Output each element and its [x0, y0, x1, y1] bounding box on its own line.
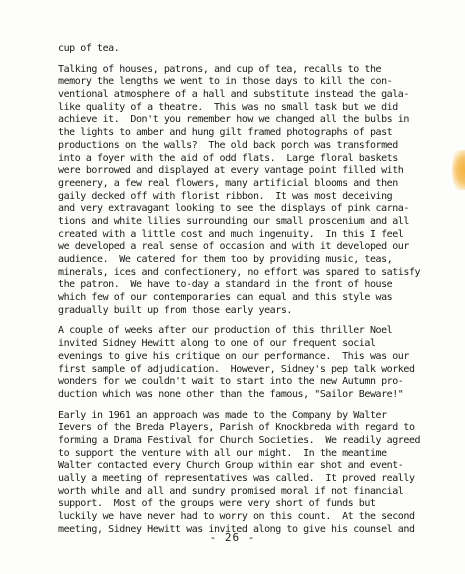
- text-line: the patron. We have to-day a standard in the front of house: [58, 279, 393, 291]
- text-line: to support the venture with all our might. In the meantime: [58, 447, 387, 459]
- text-line: Walter contacted every Church Group within ear shot and event-: [58, 460, 404, 472]
- text-line: which few of our contemporaries can equal and this style was: [58, 292, 393, 304]
- text-line: invited Sidney Hewitt along to one of our frequent social: [58, 338, 376, 350]
- paragraph-3: [58, 410, 458, 537]
- text-line: Early in 1961 an approach was made to the Company by Walter: [58, 409, 387, 421]
- text-line: Ievers of the Breda Players, Parish of Knockbreda with regard to: [58, 422, 415, 434]
- text-line: gradually built up from those early years.: [58, 304, 292, 316]
- text-line: meeting, Sidney Hewitt was invited along to give his counsel and: [58, 523, 415, 535]
- text-line: like quality of a theatre. This was no small task but we did: [58, 101, 398, 113]
- text-line: first sample of adjudication. However, Sidney's pep talk worked: [58, 363, 415, 375]
- text-line: audience. We catered for them too by providing music, teas,: [58, 254, 393, 265]
- page-number: - 26 -: [209, 531, 256, 544]
- text-line: into a foyer with the aid of odd flats. Large floral baskets: [58, 152, 398, 164]
- text-line: minerals, ices and confectionery, no effort was spared to satisfy: [58, 266, 421, 278]
- text-line: ventional atmosphere of a hall and substitute instead the gala-: [58, 89, 409, 101]
- text-line: Talking of houses, patrons, and cup of tea, recalls to the: [58, 63, 382, 75]
- text-line: A couple of weeks after our production of this thriller Noel: [58, 325, 393, 337]
- paragraph-2: [58, 325, 458, 401]
- text-line: evenings to give his critique on our performance. This was our: [58, 350, 409, 362]
- text-line: ually a meeting of representatives was called. It proved really: [58, 473, 415, 484]
- text-line: greenery, a few real flowers, many artificial blooms and then: [58, 177, 398, 189]
- text-line: wonders for we couldn't wait to start into the new Autumn pro-: [58, 376, 404, 388]
- text-line: and very extravagant looking to see the displays of pink carna-: [58, 203, 409, 215]
- text-line: we developed a real sense of occasion and with it developed our: [58, 241, 409, 253]
- text-line: were borrowed and displayed at every vantage point filled with: [58, 165, 404, 177]
- opening-line: cup of tea.: [58, 43, 120, 54]
- page-body-text: [58, 43, 458, 536]
- text-line: support. Most of the groups were very short of funds but: [58, 498, 376, 510]
- text-line: tions and white lilies surrounding our small proscenium and all: [58, 215, 409, 227]
- text-line: luckily we have never had to worry on this count. At the second: [58, 511, 415, 523]
- text-line: worth while and all and sundry promised moral if not financial: [58, 485, 404, 497]
- text-line: duction which was none other than the famous, "Sailor Beware!": [58, 388, 404, 400]
- text-line: memory the lengths we went to in those days to kill the con-: [58, 76, 393, 88]
- text-line: gaily decked off with florist ribbon. It was most deceiving: [58, 190, 393, 202]
- text-line: productions on the walls? The old back porch was transformed: [58, 139, 398, 151]
- text-line: created with a little cost and much ingenuity. In this I feel: [58, 228, 404, 240]
- text-line: achieve it. Don't you remember how we changed all the bulbs in: [58, 114, 409, 126]
- text-line: forming a Drama Festival for Church Societies. We readily agreed: [58, 434, 421, 446]
- paragraph-1: [58, 64, 458, 318]
- text-line: the lights to amber and hung gilt framed photographs of past: [58, 127, 393, 139]
